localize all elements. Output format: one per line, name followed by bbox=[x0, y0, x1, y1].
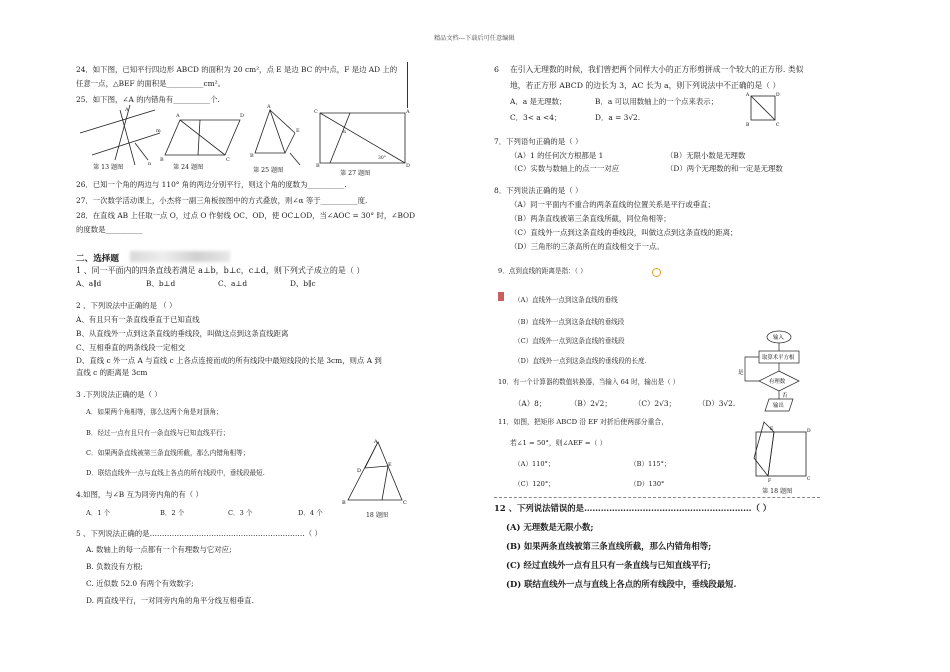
choice-4: 4.如图，与∠B 互为同旁内角的有（ ） bbox=[76, 490, 203, 499]
question-9-opt-a: （A）直线外一点到这条直线的垂线 bbox=[514, 296, 618, 304]
question-12-opt-b: (B) 如果两条直线被第三条直线所截，那么内错角相等; bbox=[506, 541, 712, 551]
svg-text:D: D bbox=[406, 163, 411, 169]
svg-text:C: C bbox=[776, 123, 780, 128]
fig-caption-13: 第 13 题图 bbox=[93, 164, 124, 171]
choice-1-opt-a: A、a∥d bbox=[76, 279, 102, 288]
svg-text:D: D bbox=[776, 93, 780, 98]
choice-5: 5 、下列说法正确的是………………………………………………………（ ） bbox=[76, 529, 322, 538]
blurred-region bbox=[130, 251, 230, 262]
red-marker-icon bbox=[498, 292, 504, 301]
choice-2-opt-a: A、有且只有一条直线垂直于已知直线 bbox=[76, 315, 200, 324]
choice-3: 3 .下列说法正确的是（ ） bbox=[76, 390, 162, 399]
question-9: 9．点到直线的距离是指：（ ） bbox=[498, 267, 587, 275]
question-6-line1: 在引入无理数的时候，我们曾把两个同样大小的正方形剪拼成一个较大的正方形. 类似 bbox=[510, 65, 804, 74]
fig-caption-18: 18 题图 bbox=[366, 512, 389, 519]
svg-text:B: B bbox=[250, 153, 254, 159]
figure-18 bbox=[340, 438, 410, 510]
question-26: 26．已知一个角的两边与 110° 角的两边分别平行，则这个角的度数为__________. bbox=[76, 180, 347, 189]
question-7-opt-d: （D）两个无理数的和一定是无理数 bbox=[666, 164, 783, 173]
flowchart-figure bbox=[735, 328, 815, 418]
choice-2: 2 、下列说法中正确的是 （ ） bbox=[76, 301, 177, 310]
question-9-opt-b: （B）直线外一点到这条直线的垂线段 bbox=[514, 318, 625, 326]
fig-caption-24: 第 24 题图 bbox=[173, 164, 204, 171]
column-divider bbox=[407, 62, 408, 108]
question-25: 25．如下图，∠A 的内错角有__________个. bbox=[76, 95, 220, 104]
choice-5-opt-b: B. 负数没有方根; bbox=[86, 562, 143, 571]
choice-1-opt-c: C、a⊥d bbox=[218, 279, 248, 288]
flow-no: 否 bbox=[782, 393, 788, 399]
question-8: 8．下列说法正确的是（ ） bbox=[494, 186, 583, 195]
question-11-opt-a: （A）110°； bbox=[514, 460, 555, 468]
section-choice-title: 二、选择题 bbox=[76, 254, 119, 264]
question-8-opt-b: （B）两条直线被第三条直线所截，同位角相等； bbox=[510, 214, 671, 223]
question-6-number: 6 bbox=[494, 65, 499, 74]
question-10-opt-d: （D）3√2. bbox=[698, 399, 736, 408]
question-12: 12 、下列说法错误的是……………………………………………………（ ） bbox=[494, 503, 772, 513]
choice-4-opt-b: B．2 个 bbox=[160, 509, 185, 517]
svg-text:D: D bbox=[357, 468, 362, 474]
figure-folded-rectangle bbox=[750, 418, 812, 486]
svg-text:n: n bbox=[148, 161, 152, 167]
question-11-line1: 11．如图，把矩形 ABCD 沿 EF 对折后使两部分重合， bbox=[498, 418, 668, 426]
question-7-opt-a: （A）1 的任何次方根都是 1 bbox=[510, 151, 604, 160]
choice-3-opt-d: D．联结直线外一点与直线上各点的所有线段中，垂线段最短. bbox=[86, 469, 265, 477]
figure-13 bbox=[80, 105, 161, 167]
choice-5-opt-a: A. 数轴上的每一点都有一个有理数与它对应; bbox=[86, 545, 232, 554]
choice-2-opt-d: D、直线 c 外一点 A 与直线 c 上各点连接而成的所有线段中最短线段的长是 3cm，则点 A 到 bbox=[76, 356, 382, 365]
svg-text:B: B bbox=[160, 157, 164, 163]
question-11-opt-d: （D）130° bbox=[630, 480, 665, 488]
question-8-opt-c: （C）直线外一点到这条直线的垂线段，叫做这点到这条直线的距离； bbox=[510, 228, 738, 237]
flow-sqrt: 取算术平方根 bbox=[762, 355, 795, 361]
question-12-opt-d: (D) 联结直线外一点与直线上各点的所有线段中，垂线段最短. bbox=[506, 579, 737, 589]
choice-5-opt-d: D. 两直线平行，一对同旁内角的角平分线互相垂直. bbox=[86, 596, 254, 605]
svg-text:C: C bbox=[403, 500, 407, 506]
page-header: 精品文档---下载后可任意编辑 bbox=[434, 35, 515, 42]
question-6-opt-d: D．a = 3√2. bbox=[595, 113, 641, 122]
svg-text:α: α bbox=[343, 130, 347, 135]
question-24-line2: 任意一点，△BEF 的面积是__________cm²。 bbox=[76, 79, 225, 88]
question-11-opt-b: （B）115°； bbox=[630, 460, 671, 468]
svg-text:A: A bbox=[406, 109, 410, 115]
question-7-opt-b: （B）无限小数是无理数 bbox=[666, 151, 746, 160]
choice-2-opt-c: C、互相垂直的两条线段一定相交 bbox=[76, 343, 186, 352]
choice-1-opt-d: D、b∥c bbox=[290, 279, 316, 288]
svg-text:A: A bbox=[125, 107, 129, 113]
question-27: 27．一次数学活动课上，小杰将一副三角板按图中的方式叠放，则∠α 等于__________度. bbox=[76, 196, 368, 205]
question-7: 7．下列语句正确的是（ ） bbox=[494, 137, 583, 146]
flow-input: 输入 bbox=[773, 335, 784, 341]
svg-text:D: D bbox=[807, 429, 811, 434]
svg-text:B: B bbox=[316, 163, 320, 169]
question-10-opt-a: （A）8； bbox=[514, 399, 547, 408]
choice-2-opt-b: B、从直线外一点到这条直线的垂线段，叫做这点到这条直线距离 bbox=[76, 329, 289, 338]
dashed-separator bbox=[494, 497, 820, 498]
question-10-opt-c: （C）2√3； bbox=[634, 399, 676, 408]
svg-text:A: A bbox=[746, 93, 750, 98]
question-11-line2: 若∠1 = 50°，则∠AEF =（ ） bbox=[510, 439, 607, 447]
fig-caption-25: 第 25 题图 bbox=[253, 167, 284, 174]
svg-text:D: D bbox=[240, 113, 245, 119]
question-8-opt-a: （A）同一平面内不重合的两条直线的位置关系是平行或垂直； bbox=[510, 200, 715, 209]
choice-2-opt-d-cont: 直线 c 的距离是 3cm bbox=[76, 368, 148, 377]
svg-text:A: A bbox=[176, 113, 180, 119]
svg-text:m: m bbox=[156, 128, 161, 134]
question-12-opt-a: (A) 无理数是无限小数; bbox=[506, 522, 594, 532]
svg-text:B: B bbox=[342, 500, 346, 506]
choice-4-opt-c: C．3 个 bbox=[228, 509, 253, 517]
svg-text:A: A bbox=[374, 439, 378, 445]
question-9-opt-d: （D）直线外一点到这条直线的垂线段的长度. bbox=[514, 357, 647, 365]
svg-text:B: B bbox=[746, 123, 750, 128]
circle-mark-icon bbox=[652, 268, 661, 277]
choice-1: 1 、同一平面内的四条直线若满足 a⊥b，b⊥c，c⊥d，则下列式子成立的是（ ） bbox=[76, 266, 365, 275]
question-28-line2: 的度数是__________ bbox=[76, 225, 143, 234]
question-6-line2: 地，若正方形 ABCD 的边长为 3，AC 长为 a，则下列说法中不正确的是（ ） bbox=[510, 81, 781, 90]
question-12-opt-c: (C) 经过直线外一点有且只有一条直线与已知直线平行; bbox=[506, 560, 711, 570]
figure-24 bbox=[160, 113, 244, 163]
flow-rational: 有理数 bbox=[769, 379, 786, 385]
fig-caption-27: 第 27 题图 bbox=[340, 170, 371, 177]
svg-text:A: A bbox=[267, 104, 271, 110]
choice-3-opt-a: A．如果两个角相等，那么这两个角是对顶角； bbox=[86, 408, 223, 416]
question-6-opt-b: B．a 可以用数轴上的一个点来表示； bbox=[595, 97, 719, 106]
question-24-line1: 24．如下图，已知平行四边形 ABCD 的面积为 20 cm²，点 E 是边 BC 的中点，F 是边 AD 上的 bbox=[76, 65, 398, 74]
svg-text:C: C bbox=[807, 477, 811, 482]
question-8-opt-d: （D）三角形的三条高所在的直线相交于一点。 bbox=[510, 242, 664, 251]
choice-5-opt-c: C. 近似数 52.0 有两个有效数字; bbox=[86, 579, 194, 588]
svg-text:E: E bbox=[296, 128, 300, 134]
figure-25 bbox=[250, 104, 300, 165]
figure-27 bbox=[314, 109, 410, 169]
question-28-line1: 28．在直线 AB 上任取一点 O，过点 O 作射线 OC、OD，使 OC⊥OD，当∠AOC = 30° 时，∠BOD bbox=[76, 211, 416, 220]
question-10-opt-b: （B）2√2； bbox=[570, 399, 612, 408]
question-6-opt-a: A．a 是无理数； bbox=[510, 97, 567, 106]
svg-text:F: F bbox=[768, 479, 772, 484]
flow-output: 输出 bbox=[773, 403, 784, 409]
flow-yes: 是 bbox=[738, 370, 744, 376]
question-7-opt-c: （C）实数与数轴上的点一一对应 bbox=[510, 164, 620, 173]
figure-square-abcd bbox=[745, 92, 779, 130]
svg-text:C: C bbox=[314, 109, 318, 115]
fig-caption-q11: 第 18 题图 bbox=[762, 488, 793, 495]
svg-text:E: E bbox=[770, 427, 774, 432]
choice-4-opt-d: D．4 个 bbox=[298, 509, 323, 517]
question-6-opt-c: C．3< a <4； bbox=[510, 113, 562, 122]
question-11-opt-c: （C）120°； bbox=[514, 480, 555, 488]
choice-3-opt-c: C．如果两条直线被第三条直线所截，那么内错角相等； bbox=[86, 449, 250, 457]
svg-text:E: E bbox=[388, 462, 392, 468]
svg-text:C: C bbox=[226, 157, 230, 163]
choice-4-opt-a: A．1 个 bbox=[86, 509, 111, 517]
svg-text:30°: 30° bbox=[378, 156, 386, 161]
question-10: 10．有一个计算器的数值转换器，当输入 64 时，输出是（ ） bbox=[498, 378, 680, 386]
question-9-opt-c: （C）直线外一点到这条直线的垂线段 bbox=[514, 337, 625, 345]
choice-1-opt-b: B、b⊥d bbox=[146, 279, 176, 288]
choice-3-opt-b: B．经过一点有且只有一条直线与已知直线平行； bbox=[86, 429, 230, 437]
